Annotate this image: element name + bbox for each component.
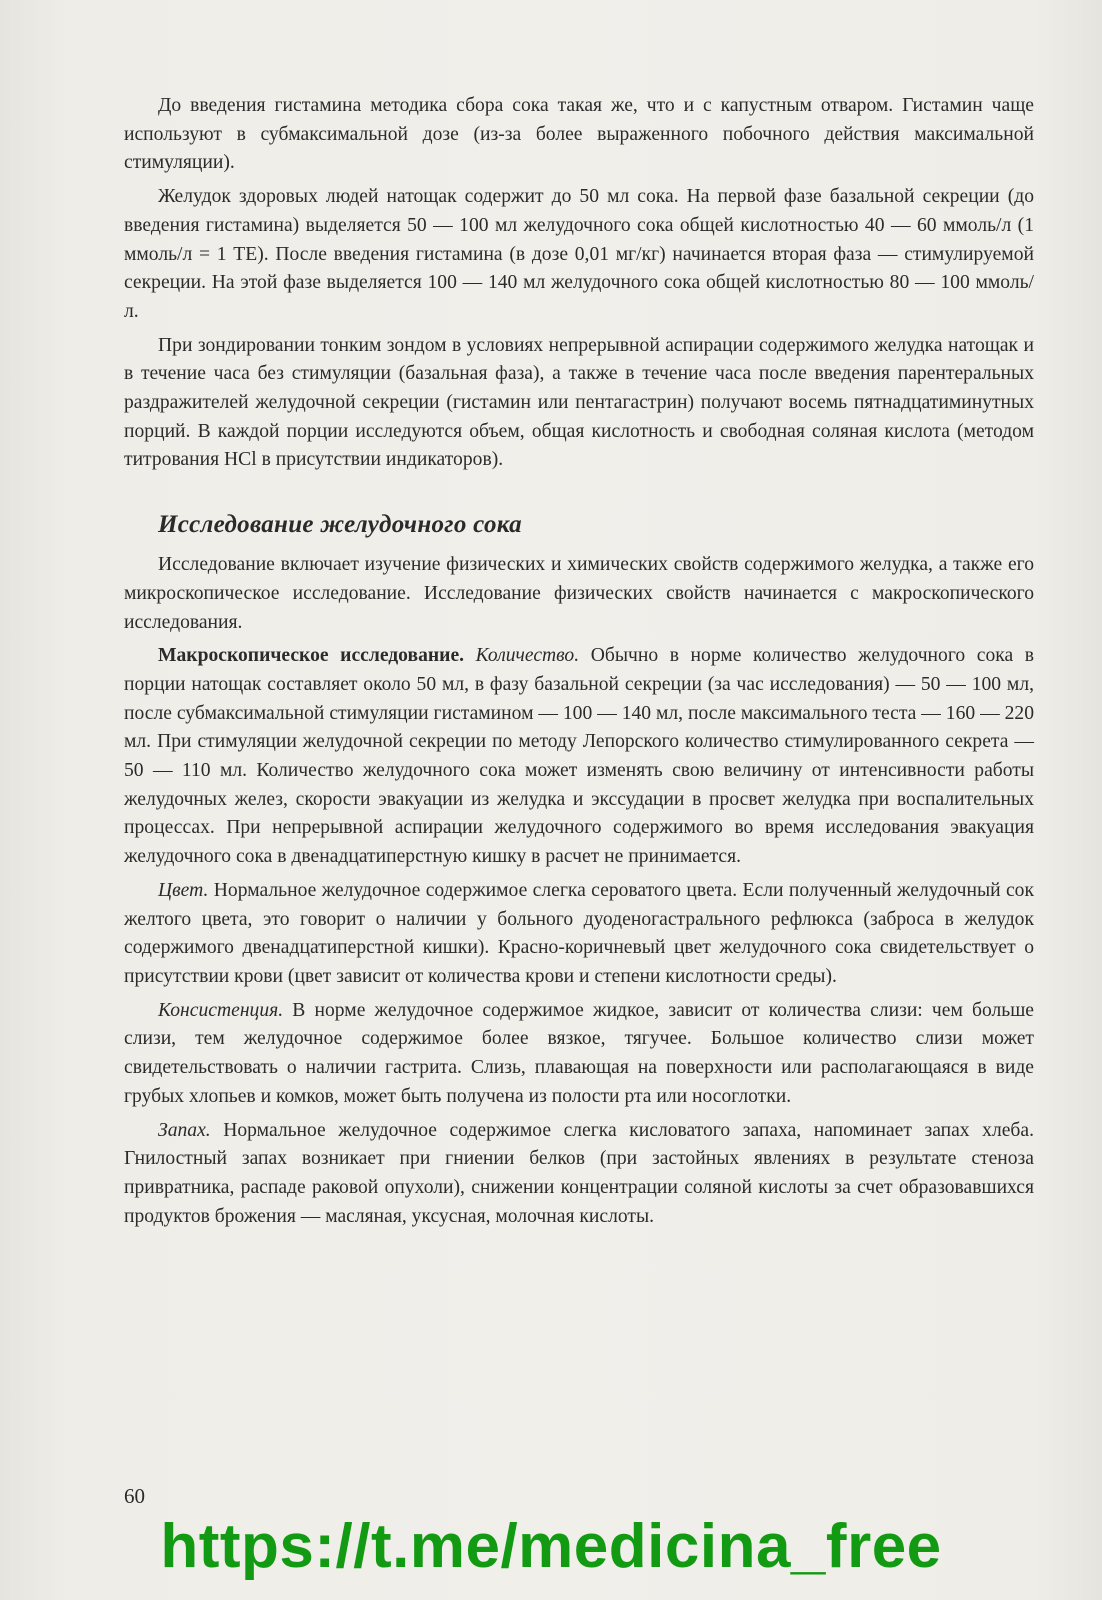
consistency-label: Консистенция.	[158, 999, 284, 1021]
consistency-text: В норме желудочное содержимое жидкое, зависит от количества слизи: чем больше слизи, тем желудочное содержимое более вязкое, тягучее. Большое количество слизи может свидетельствовать о наличии гастрита. Слизь, плавающая на поверхности или располагающаяся в виде грубых хлопьев и комков, может быть получена из полости рта или носоглотки.	[124, 999, 1034, 1107]
paragraph-consistency	[124, 997, 1034, 1112]
paragraph-histamine-method: До введения гистамина методика сбора сока такая же, что и с капустным отваром. Гистамин чаще используют в субмаксимальной дозе (из-за более выраженного побочного действия максимальной стимуляции).	[124, 95, 1034, 174]
watermark-link[interactable]: https://t.me/medicina_free	[160, 1512, 942, 1581]
quantity-subheading: Количество.	[475, 645, 580, 667]
paragraph-macroscopic	[124, 642, 1034, 872]
section-title: Исследование желудочного сока	[158, 511, 522, 539]
paragraph-color	[124, 877, 1034, 992]
paragraph-basal-secretion: Желудок здоровых людей натощак содержит до 50 мл сока. На первой фазе базальной секреции (до введения гистамина) выделяется 50 — 100 мл желудочного сока общей кислотностью 40 — 60 ммоль/л (1 ммоль/л = 1 ТЕ). После введения гистамина (в дозе 0,01 мг/кг) начинается вторая фаза — стимулируемой секреции. На этой фазе выделяется 100 — 140 мл желудочного сока общей кислотностью 80 — 100 ммоль/л.	[124, 186, 1034, 322]
macroscopic-heading: Макроскопическое исследование.	[158, 645, 465, 667]
page-content	[124, 92, 1034, 1231]
quantity-text: Обычно в норме количество желудочного сока в порции натощак составляет около 50 мл, в фазу базальной секреции (за час исследования) — 50 — 100 мл, после субмаксимальной стимуляции гистамином — 100 — 140 мл, после максимального теста — 160 — 220 мл. При стимуляции желудочной секреции по методу Лепорского количество стимулированного секрета — 50 — 110 мл. Количество желудочного сока может изменять свою величину от интенсивности работы желудочных желез, скорости эвакуации из желудка и экссудации в просвет желудка при воспалительных процессах. При непрерывной аспирации желудочного содержимого во время исследования эвакуация желудочного сока в двенадцатиперстную кишку в расчет не принимается.	[124, 645, 1034, 868]
smell-label: Запах.	[158, 1119, 211, 1141]
paragraph-thin-probe: При зондировании тонким зондом в условиях непрерывной аспирации содержимого желудка натощак и в течение часа без стимуляции (базальная фаза), а также в течение часа после введения парентеральных раздражителей желудочной секреции (гистамин или пентагастрин) получают восемь пятнадцатиминутных порций. В каждой порции исследуются объем, общая кислотность и свободная соляная кислота (методом титрования HCl в присутствии индикаторов).	[124, 334, 1034, 471]
paragraph-smell	[124, 1117, 1034, 1232]
color-text: Нормальное желудочное содержимое слегка сероватого цвета. Если полученный желудочный сок желтого цвета, это говорит о наличии у больного дуоденогастрального рефлюкса (заброса в желудок содержимого двенадцатиперстной кишки). Красно-коричневый цвет желудочного сока свидетельствует о присутствии крови (цвет зависит от количества крови и степени кислотности среды).	[124, 879, 1034, 987]
smell-text: Нормальное желудочное содержимое слегка кисловатого запаха, напоминает запах хлеба. Гнилостный запах возникает при гниении белков (при застойных явлениях в результате стеноза привратника, распаде раковой опухоли), снижении концентрации соляной кислоты за счет образовавшихся продуктов брожения — масляная, уксусная, молочная кислоты.	[124, 1119, 1034, 1227]
color-label: Цвет.	[158, 879, 209, 901]
page-number: 60	[124, 1484, 145, 1508]
paragraph-section-intro: Исследование включает изучение физических и химических свойств содержимого желудка, а также его микроскопическое исследование. Исследование физических свойств начинается с макроскопического исследования.	[124, 554, 1034, 633]
